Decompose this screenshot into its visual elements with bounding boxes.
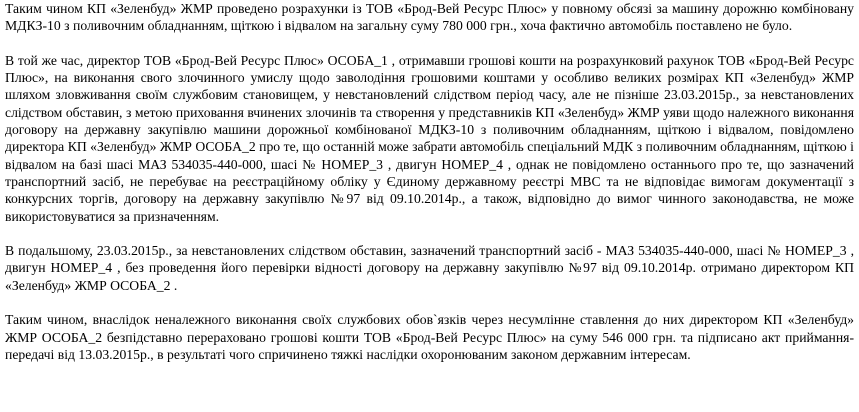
paragraph-settlement: Таким чином КП «Зеленбуд» ЖМР проведено розрахунки із ТОВ «Брод-Вей Ресурс Плюс» у повному обсязі за машину дорожню комбіновану МДКЗ-10 з поливочним обладнанням, щіткою і відвалом на загальну суму 780 000 грн., хоча фактично автомобіль поставлено не було. [5,1,854,34]
paragraph-conclusion: Таким чином, внаслідок неналежного виконання своїх службових обов`язків через несумлінне ставлення до них директором КП «Зеленбуд» ЖМР ОСОБА_2 безпідставно перераховано грошові кошти ТОВ «Брод-Вей Ресурс Плюс» на суму 546 000 грн. та підписано акт приймання-передачі від 13.03.2015р., в результаті чого спричинено тяжкі наслідки охоронюваним законом державним інтересам. [5,312,854,362]
paragraph-director-actions: В той же час, директор ТОВ «Брод-Вей Ресурс Плюс» ОСОБА_1 , отримавши грошові кошти на розрахунковий рахунок ТОВ «Брод-Вей Ресурс Плюс», на виконання свого злочинного умислу щодо заволодіння грошовими коштами у особливо великих розмірах КП «Зеленбуд» ЖМР шляхом зловживання своїм службовим становищем, у невстановлений слідством період часу, але не пізніше 23.03.2015р., за невстановлених слідством обставин, з метою приховання вчинених злочинів та створення у представників КП «Зеленбуд» ЖМР уяви щодо належного виконання договору на державну закупівлю машини дорожньої комбінованої МДКЗ-10 з поливочним обладнанням, щіткою і відвалом, повідомлено директора КП «Зеленбуд» ЖМР ОСОБА_2 про те, що останній може забрати автомобіль спеціальний МДК з поливочним обладнанням, щіткою і відвалом на базі шасі МАЗ 534035-440-000, шасі № НОМЕР_3 , двигун НОМЕР_4 , однак не повідомлено останнього про те, що зазначений транспортний засіб, не перебуває на реєстраційному обліку у Єдиному державному реєстрі МВС та не відповідає вимогам документації з конкурсних торгів, договору на державну закупівлю №97 від 09.10.2014р., а також, відповідно до вимог чинного законодавства, не може використовуватися за призначенням. [5,52,854,224]
paragraph-vehicle-received: В подальшому, 23.03.2015р., за невстановлених слідством обставин, зазначений транспортний засіб - МАЗ 534035-440-000, шасі № НОМЕР_3 , двигун НОМЕР_4 , без проведення його перевірки відності договору на державну закупівлю №97 від 09.10.2014р. отримано директором КП «Зеленбуд» ЖМР ОСОБА_2 . [5,243,854,293]
